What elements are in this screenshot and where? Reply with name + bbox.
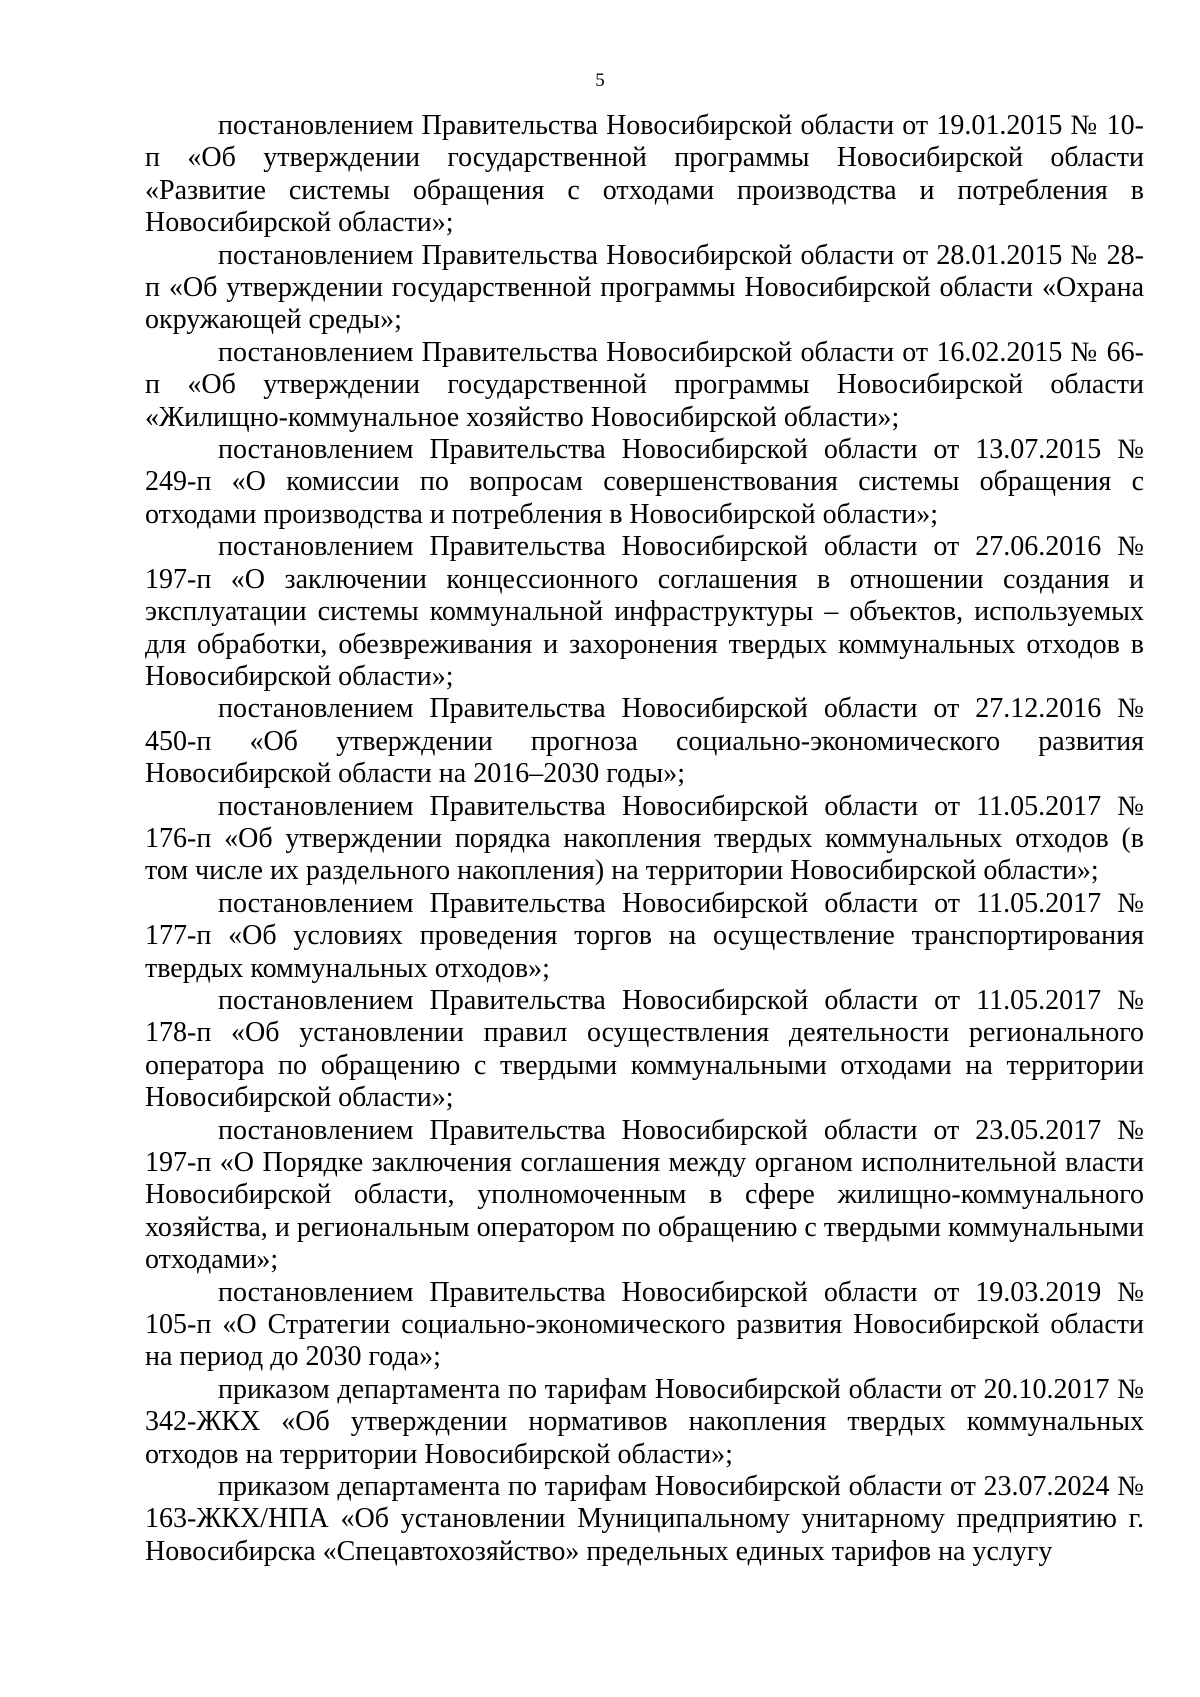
paragraph: приказом департамента по тарифам Новосибирской области от 23.07.2024 № 163-ЖКХ/НПА «Об установлении Муниципальному унитарному предприятию г. Новосибирска «Спецавтохозяйство» предельных единых тарифов на услугу (145, 1471, 1144, 1567)
paragraph: постановлением Правительства Новосибирской области от 27.12.2016 № 450-п «Об утверждении прогноза социально-экономического развития Новосибирской области на 2016–2030 годы»; (145, 693, 1144, 790)
paragraph: приказом департамента по тарифам Новосибирской области от 20.10.2017 № 342-ЖКХ «Об утверждении нормативов накопления твердых коммунальных отходов на территории Новосибирской области»; (145, 1373, 1144, 1470)
document-body (145, 110, 1144, 1568)
paragraph: постановлением Правительства Новосибирской области от 11.05.2017 № 178-п «Об установлении правил осуществления деятельности регионального оператора по обращению с твердыми коммунальными отходами на территории Новосибирской области»; (145, 984, 1144, 1114)
paragraph: постановлением Правительства Новосибирской области от 19.01.2015 № 10-п «Об утверждении государственной программы Новосибирской области «Развитие системы обращения с отходами производства и потребления в Новосибирской области»; (145, 110, 1144, 239)
paragraph: постановлением Правительства Новосибирской области от 27.06.2016 № 197-п «О заключении концессионного соглашения в отношении создания и эксплуатации системы коммунальной инфраструктуры – объектов, используемых для обработки, обезвреживания и захоронения твердых коммунальных отходов в Новосибирской области»; (145, 531, 1144, 692)
paragraph: постановлением Правительства Новосибирской области от 19.03.2019 № 105-п «О Стратегии социально-экономического развития Новосибирской области на период до 2030 года»; (145, 1276, 1144, 1373)
paragraph: постановлением Правительства Новосибирской области от 28.01.2015 № 28-п «Об утверждении государственной программы Новосибирской области «Охрана окружающей среды»; (145, 239, 1144, 336)
paragraph: постановлением Правительства Новосибирской области от 11.05.2017 № 176-п «Об утверждении порядка накопления твердых коммунальных отходов (в том числе их раздельного накопления) на территории Новосибирской области»; (145, 790, 1144, 887)
paragraph: постановлением Правительства Новосибирской области от 23.05.2017 № 197-п «О Порядке заключения соглашения между органом исполнительной власти Новосибирской области, уполномоченным в сфере жилищно-коммунального хозяйства, и региональным оператором по обращению с твердыми коммунальными отходами»; (145, 1114, 1144, 1276)
paragraph: постановлением Правительства Новосибирской области от 16.02.2015 № 66-п «Об утверждении государственной программы Новосибирской области «Жилищно-коммунальное хозяйство Новосибирской области»; (145, 336, 1144, 433)
paragraph: постановлением Правительства Новосибирской области от 11.05.2017 № 177-п «Об условиях проведения торгов на осуществление транспортирования твердых коммунальных отходов»; (145, 887, 1144, 984)
page-number: 5 (595, 70, 605, 91)
paragraph: постановлением Правительства Новосибирской области от 13.07.2015 № 249-п «О комиссии по вопросам совершенствования системы обращения с отходами производства и потребления в Новосибирской области»; (145, 434, 1144, 530)
